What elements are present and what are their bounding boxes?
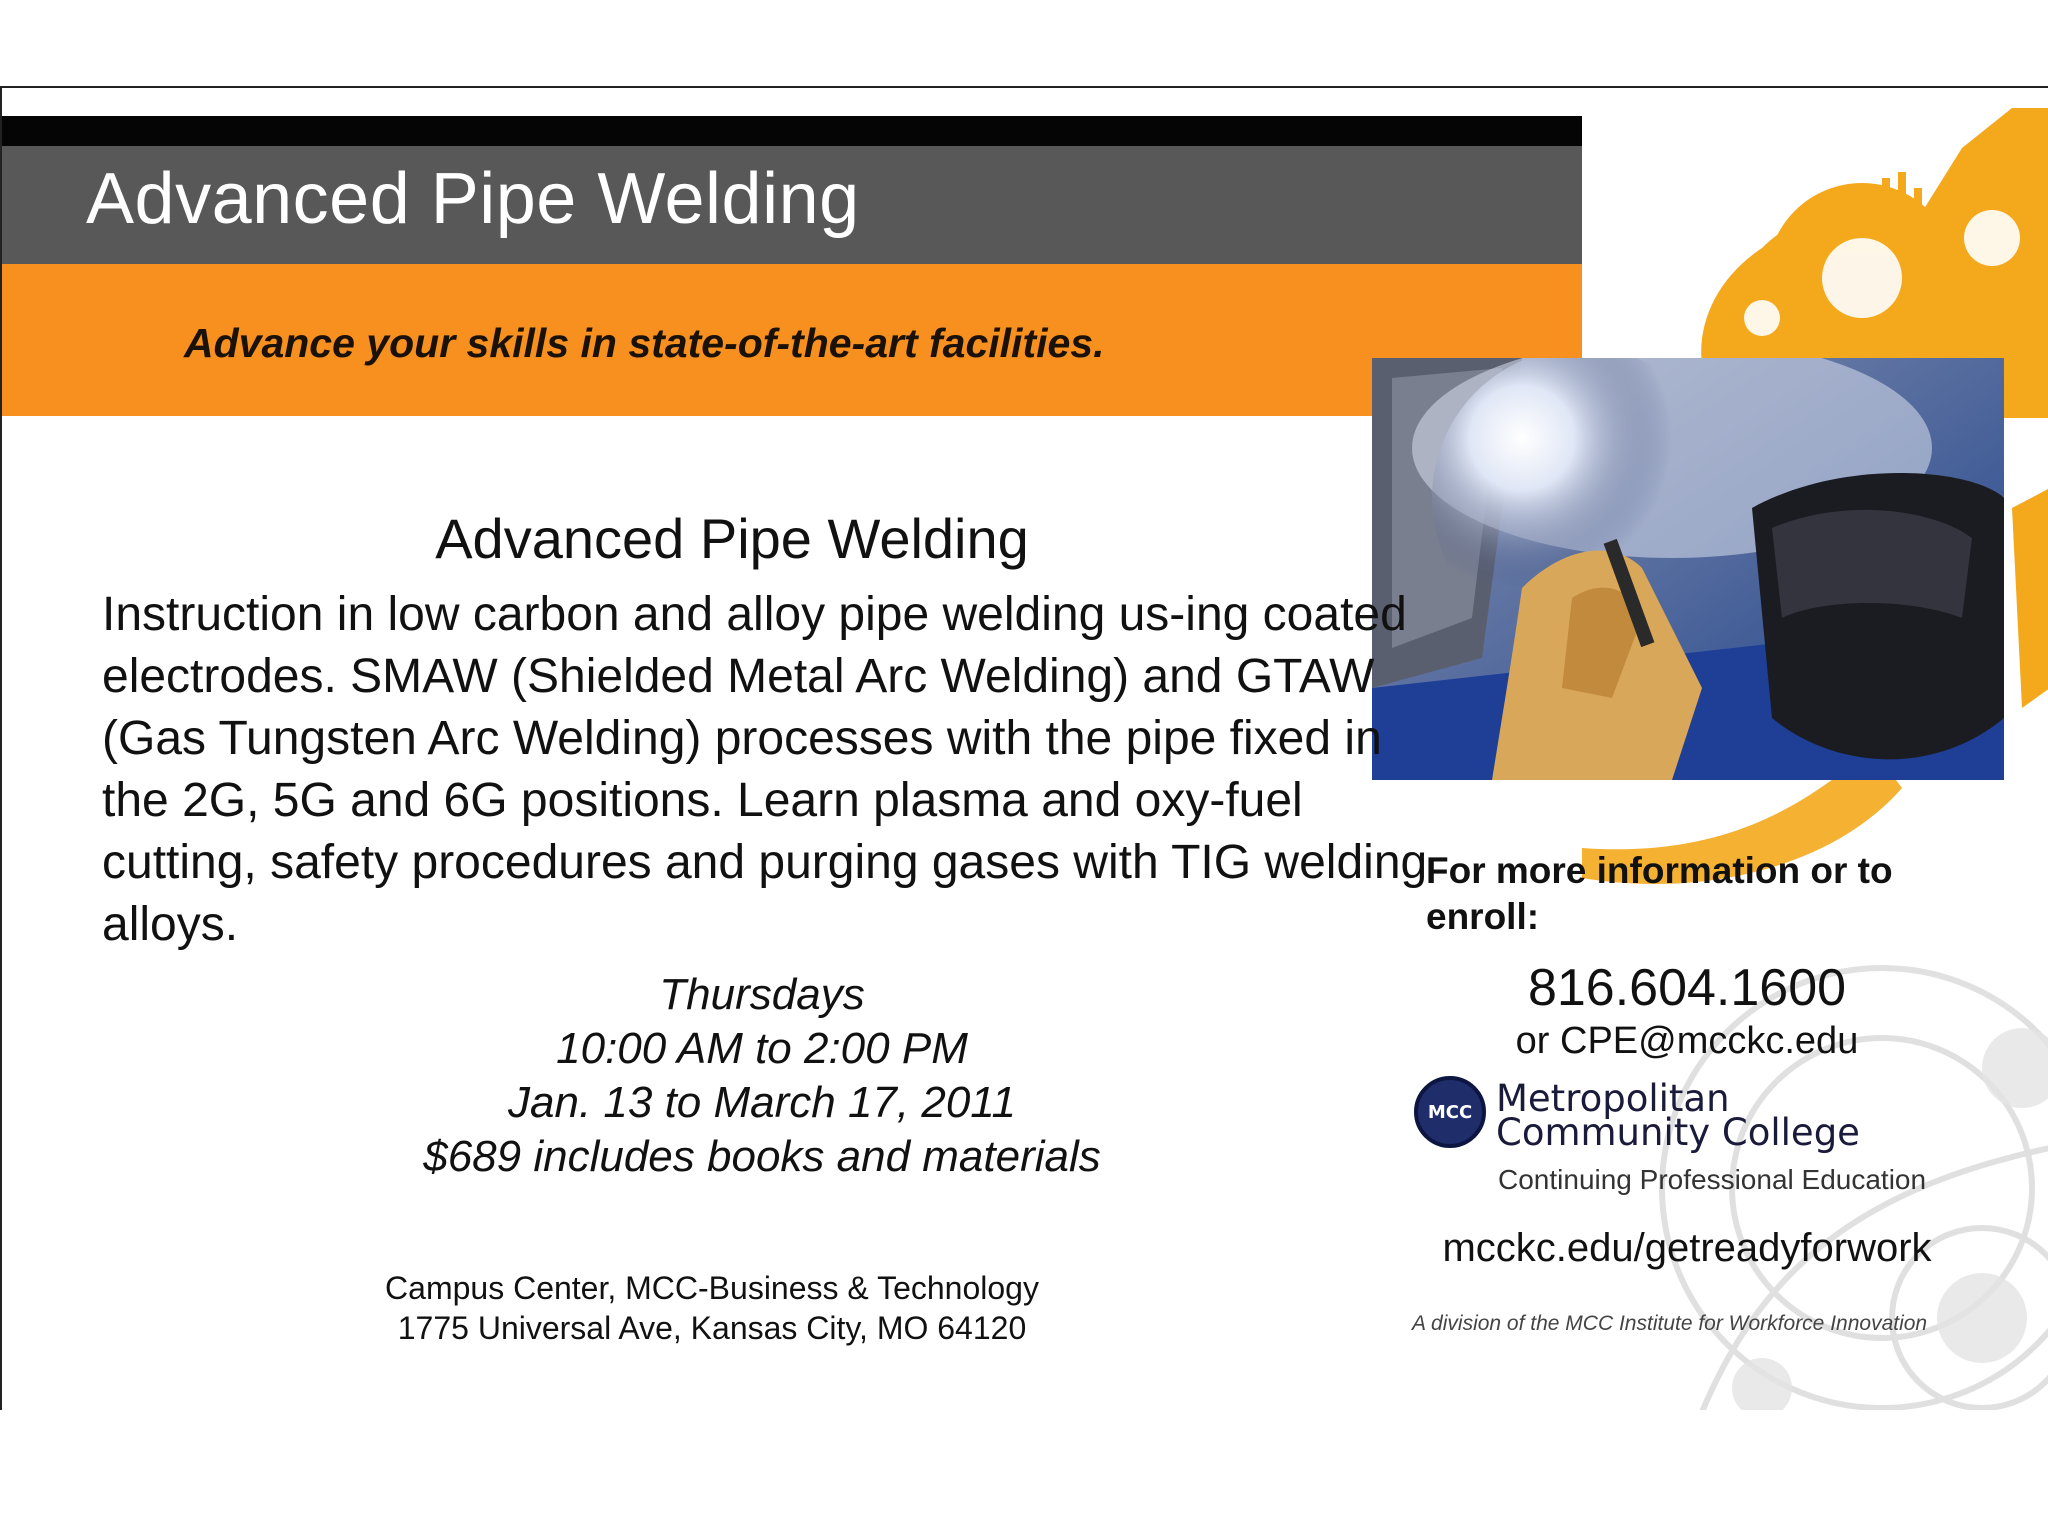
division-note: A division of the MCC Institute for Workforce Innovation xyxy=(1412,1312,1928,1335)
contact-phone: 816.604.1600 xyxy=(1527,959,1847,1017)
contact-email: or CPE@mcckc.edu xyxy=(1515,1020,1859,1062)
flyer xyxy=(0,86,2048,1410)
college-department: Continuing Professional Education xyxy=(1498,1164,1927,1195)
mcc-logo-text: MCC xyxy=(1427,1101,1473,1123)
header-black-strip xyxy=(2,116,1582,146)
flyer-title: Advanced Pipe Welding xyxy=(86,159,860,239)
schedule-dates: Jan. 13 to March 17, 2011 xyxy=(508,1078,1016,1127)
college-name-line-1: Metropolitan xyxy=(1496,1077,1730,1120)
course-description: Instruction in low carbon and alloy pipe welding us-ing coated electrodes. SMAW (Shielded Metal Arc Welding) and GTAW (Gas Tungsten Arc Welding) processes with the pipe fixed in the 2G, 5G and 6G positions. Learn plasma and oxy-fuel cutting, safety procedures and purging gases with TIG welding alloys. xyxy=(102,588,1428,951)
schedule-time: 10:00 AM to 2:00 PM xyxy=(556,1024,968,1073)
tagline: Advance your skills in state-of-the-art facilities. xyxy=(184,320,1105,366)
college-name-line-2: Community College xyxy=(1496,1111,1860,1154)
contact-heading: For more information or to enroll: xyxy=(1426,850,1893,937)
mcc-logo-icon xyxy=(1414,1076,1486,1148)
location xyxy=(302,1268,1122,1348)
location-line-2: 1775 Universal Ave, Kansas City, MO 64120 xyxy=(397,1310,1027,1346)
schedule-price: $689 includes books and materials xyxy=(423,1132,1101,1181)
schedule-day: Thursdays xyxy=(659,970,865,1019)
welder-photo xyxy=(1372,358,2004,780)
schedule xyxy=(382,968,1142,1184)
location-line-1: Campus Center, MCC-Business & Technology xyxy=(385,1270,1039,1306)
college-name xyxy=(1496,1077,1860,1154)
course-heading: Advanced Pipe Welding xyxy=(435,507,1029,570)
website-link[interactable]: mcckc.edu/getreadyforwork xyxy=(1442,1226,1932,1270)
